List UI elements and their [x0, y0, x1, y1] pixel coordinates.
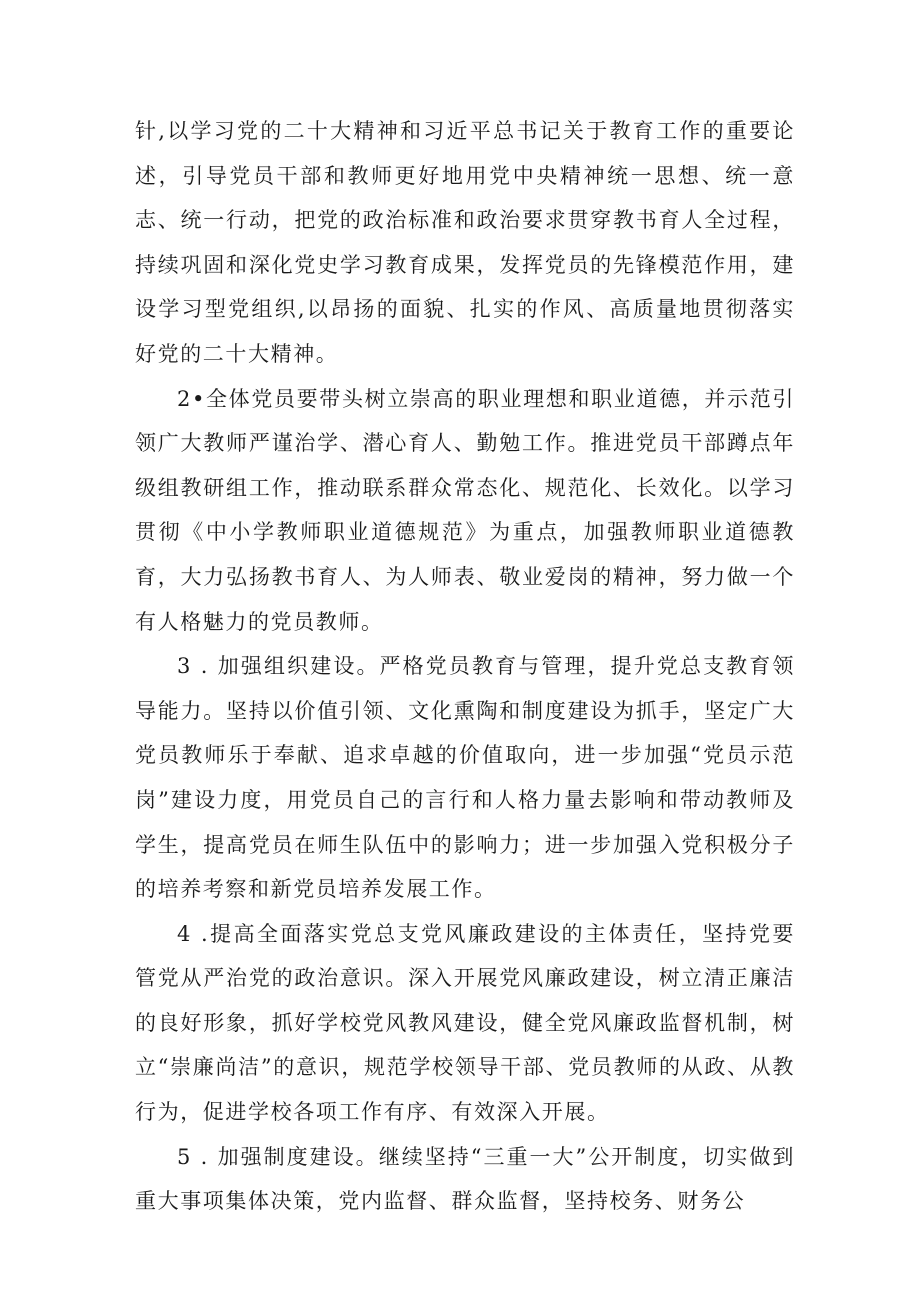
paragraph-continuation: 针,以学习党的二十大精神和习近平总书记关于教育工作的重要论述，引导党员干部和教师更好地用党中央精神统一思想、统一意志、统一行动，把党的政治标准和政治要求贯穿教书育人全过程，持续巩固和深化党史学习教育成果，发挥党员的先锋模范作用，建设学习型党组织,以昂扬的面貌、扎实的作风、高质量地贯彻落实好党的二十大精神。 [135, 119, 795, 366]
paragraph-item-4: 4 .提高全面落实党总支党风廉政建设的主体责任，坚持党要管党从严治党的政治意识。深入开展党风廉政建设，树立清正廉洁的良好形象，抓好学校党风教风建设，健全党风廉政监督机制，树立“崇廉尚洁”的意识，规范学校领导干部、党员教师的从政、从教行为，促进学校各项工作有序、有效深入开展。 [135, 921, 795, 1125]
paragraph-item-3: 3 . 加强组织建设。严格党员教育与管理，提升党总支教育领导能力。坚持以价值引领、文化熏陶和制度建设为抓手，坚定广大党员教师乐于奉献、追求卓越的价值取向，进一步加强“党员示范岗”建设力度，用党员自己的言行和人格力量去影响和带动教师及学生，提高党员在师生队伍中的影响力；进一步加强入党积极分子的培养考察和新党员培养发展工作。 [135, 654, 795, 902]
paragraph-item-2: 2•全体党员要带头树立崇高的职业理想和职业道德，并示范引领广大教师严谨治学、潜心育人、勤勉工作。推进党员干部蹲点年级组教研组工作，推动联系群众常态化、规范化、长效化。以学习贯彻《中小学教师职业道德规范》为重点，加强教师职业道德教育，大力弘扬教书育人、为人师表、敬业爱岗的精神，努力做一个有人格魅力的党员教师。 [135, 386, 795, 634]
document-body [135, 109, 795, 1224]
paragraph-item-5: 5 . 加强制度建设。继续坚持“三重一大”公开制度，切实做到重大事项集体决策，党内监督、群众监督，坚持校务、财务公 [135, 1144, 795, 1214]
